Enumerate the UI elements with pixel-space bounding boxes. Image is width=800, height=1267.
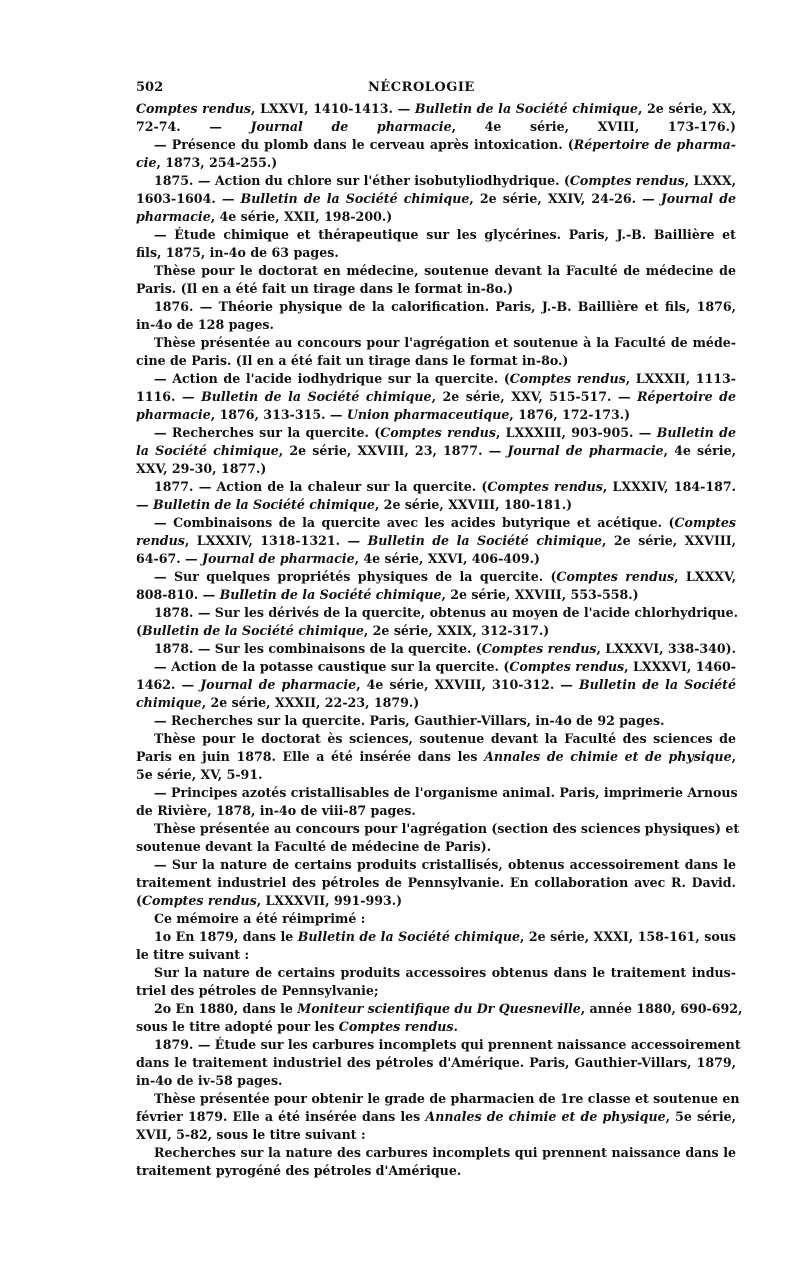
text-line [136, 748, 736, 766]
italic-title: Comptes rendus [141, 893, 257, 908]
text-segment: , 2e série, XXXI, 158-161, sous [520, 929, 737, 944]
text-line [136, 1090, 740, 1108]
text-line [136, 298, 736, 316]
italic-title: Bulletin de la Société chimique [141, 623, 364, 638]
text-line [136, 730, 736, 748]
text-segment: — Recherches sur la quercite. Paris, Gauthier-Villars, in-4o de 92 pages. [154, 713, 665, 728]
italic-title: Comptes rendus [380, 425, 496, 440]
text-line [136, 136, 736, 154]
text-line [136, 262, 736, 280]
italic-title: Bulletin de la Société chimique [297, 929, 521, 944]
italic-title: Bulletin de la Société chimique [240, 191, 470, 206]
text-segment: , 2e série, XXIV, 24-26. — [469, 191, 661, 206]
text-segment: Thèse présentée pour obtenir le grade de pharmacien de 1re classe et soutenue en [154, 1091, 740, 1106]
text-line [136, 352, 736, 370]
text-line [136, 334, 736, 352]
text-segment: 1116. — [136, 389, 202, 404]
text-segment: — Étude chimique et thérapeutique sur les glycérines. Paris, J.-B. Baillière et [154, 227, 736, 242]
text-segment: 72-74. — [136, 119, 251, 134]
text-line [136, 280, 736, 298]
text-segment: XVII, 5-82, sous le titre suivant : [136, 1127, 366, 1142]
italic-title: Journal de pharmacie [250, 119, 452, 134]
italic-title: rendus [136, 533, 185, 548]
text-segment: , LXXXVII, 991-993.) [256, 893, 403, 908]
text-line [136, 100, 736, 118]
text-line [136, 406, 736, 424]
text-segment: , LXXXIV, 1318-1321. — [184, 533, 368, 548]
text-segment: — Action de la potasse caustique sur la quercite. ( [154, 659, 510, 674]
text-segment: Thèse présentée au concours pour l'agrégation et soutenue à la Faculté de méde- [154, 335, 736, 350]
text-segment: 2o En 1880, dans le [154, 1001, 298, 1016]
text-line [136, 496, 736, 514]
text-segment: , LXXVI, 1410-1413. — [251, 101, 415, 116]
text-segment: — Recherches sur la quercite. ( [154, 425, 381, 440]
text-line [136, 676, 736, 694]
text-line [136, 604, 739, 622]
text-segment: , LXXX, [684, 173, 736, 188]
text-line [136, 154, 736, 172]
text-segment: , 4e série, [663, 443, 736, 458]
text-line [136, 928, 736, 946]
text-segment: 1o En 1879, dans le [154, 929, 298, 944]
italic-title: Journal de pharmacie [507, 443, 664, 458]
running-title: NÉCROLOGIE [368, 80, 475, 95]
page-number: 502 [136, 80, 164, 95]
text-segment: , 2e série, XXIX, 312-317.) [363, 623, 550, 638]
text-segment: le titre suivant : [136, 947, 250, 962]
text-segment: traitement industriel des pétroles de Pennsylvanie. En collaboration avec R. David. [136, 875, 736, 890]
text-line [136, 1162, 736, 1180]
text-line [136, 316, 736, 334]
text-line [136, 820, 740, 838]
text-line [136, 460, 736, 478]
text-segment: 1878. — Sur les dérivés de la quercite, obtenus au moyen de l'acide chlorhydrique. [154, 605, 739, 620]
text-segment: , LXXXIII, 903-905. — [495, 425, 657, 440]
text-line [136, 586, 736, 604]
italic-title: Union pharmaceutique [346, 407, 510, 422]
text-line [136, 190, 736, 208]
italic-title: Annales de chimie et de physique [425, 1109, 666, 1124]
text-segment: , 2e série, XX, [637, 101, 736, 116]
text-line [136, 658, 736, 676]
italic-title: Bulletin de la Société chimique [152, 497, 375, 512]
italic-title: Comptes rendus [136, 101, 252, 116]
italic-title: Bulletin de la Société [579, 677, 736, 692]
italic-title: Comptes rendus [487, 479, 603, 494]
text-line [136, 1144, 736, 1162]
text-segment: , 4e série, XXII, 198-200.) [210, 209, 393, 224]
text-segment: Thèse pour le doctorat en médecine, soutenue devant la Faculté de médecine de [154, 263, 736, 278]
text-segment: , LXXXV, [674, 569, 736, 584]
text-line [136, 712, 736, 730]
text-segment: , LXXXII, 1113- [625, 371, 736, 386]
text-line [136, 640, 736, 658]
text-segment: , 4e série, XXVI, 406-409.) [354, 551, 540, 566]
text-segment: — Présence du plomb dans le cerveau après intoxication. ( [154, 137, 574, 152]
text-segment: ( [136, 623, 142, 638]
text-segment: , 2e série, XXVIII, 553-558.) [441, 587, 639, 602]
text-segment: — Principes azotés cristallisables de l'organisme animal. Paris, imprimerie Arnous [154, 785, 738, 800]
text-segment: traitement pyrogéné des pétroles d'Amérique. [136, 1163, 462, 1178]
text-segment: , 4e série, XXVIII, 310-312. — [356, 677, 579, 692]
book-page [136, 70, 743, 1180]
text-segment: . [453, 1019, 458, 1034]
italic-title: Comptes rendus [338, 1019, 454, 1034]
text-segment: 1877. — Action de la chaleur sur la quercite. ( [154, 479, 488, 494]
text-segment: de Rivière, 1878, in-4o de viii-87 pages. [136, 803, 416, 818]
text-segment: — Combinaisons de la quercite avec les acides butyrique et acétique. ( [154, 515, 675, 530]
text-segment: Ce mémoire a été réimprimé : [154, 911, 366, 926]
italic-title: Moniteur scientifique du Dr Quesneville [297, 1001, 581, 1016]
italic-title: pharmacie [136, 209, 211, 224]
italic-title: Comptes rendus [569, 173, 685, 188]
italic-title: Comptes [674, 515, 736, 530]
text-line [136, 802, 736, 820]
text-line [136, 568, 736, 586]
text-segment: 1879. — Étude sur les carbures incomplets qui prennent naissance accessoirement [154, 1037, 741, 1052]
text-segment: XXV, 29-30, 1877.) [136, 461, 267, 476]
text-line [136, 622, 736, 640]
italic-title: Bulletin de la Société chimique [219, 587, 442, 602]
italic-title: cie [136, 155, 157, 170]
text-segment: — [136, 497, 153, 512]
text-line [136, 370, 736, 388]
text-segment: 64-67. — [136, 551, 203, 566]
text-line [136, 226, 736, 244]
text-line [136, 1108, 736, 1126]
text-line [136, 838, 736, 856]
text-segment: 1603-1604. — [136, 191, 241, 206]
text-line [136, 172, 736, 190]
text-segment: , LXXXVI, 1460- [624, 659, 736, 674]
bibliography-text [136, 100, 743, 1180]
text-segment: 1875. — Action du chlore sur l'éther isobutyliodhydrique. ( [154, 173, 570, 188]
italic-title: Comptes rendus [509, 659, 625, 674]
italic-title: Annales de chimie et de physique [484, 749, 732, 764]
text-segment: 1462. — [136, 677, 201, 692]
text-line [136, 1036, 741, 1054]
italic-title: Journal de [660, 191, 737, 206]
text-line [136, 964, 736, 982]
text-segment: Thèse présentée au concours pour l'agrégation (section des sciences physiques) et [154, 821, 740, 836]
italic-title: Répertoire de pharma- [573, 137, 737, 152]
text-segment: 5e série, XV, 5-91. [136, 767, 263, 782]
italic-title: chimique [136, 695, 202, 710]
text-segment: , 5e série, [665, 1109, 736, 1124]
text-line [136, 892, 736, 910]
text-line [136, 1018, 736, 1036]
text-line [136, 874, 736, 892]
text-segment: in-4o de iv-58 pages. [136, 1073, 283, 1088]
text-segment: , [731, 749, 736, 764]
text-segment: , 2e série, XXVIII, 23, 1877. — [278, 443, 508, 458]
text-segment: 808-810. — [136, 587, 220, 602]
text-segment: , 1873, 254-255.) [156, 155, 278, 170]
page-header [136, 70, 736, 100]
text-segment: , 1876, 313-315. — [210, 407, 347, 422]
text-segment: février 1879. Elle a été insérée dans les [136, 1109, 426, 1124]
text-line [136, 766, 736, 784]
text-segment: — Sur la nature de certains produits cristallisés, obtenus accessoirement dans le [154, 857, 736, 872]
text-line [136, 784, 736, 802]
text-line [136, 856, 736, 874]
text-line [136, 910, 736, 928]
text-segment: , 2e série, XXV, 515-517. — [431, 389, 638, 404]
text-line [136, 478, 736, 496]
text-line [136, 550, 736, 568]
text-segment: in-4o de 128 pages. [136, 317, 274, 332]
italic-title: Bulletin de [656, 425, 737, 440]
text-segment: cine de Paris. (Il en a été fait un tirage dans le format in-8o.) [136, 353, 569, 368]
italic-title: Bulletin de la Société chimique [201, 389, 432, 404]
text-segment: — Sur quelques propriétés physiques de la quercite. ( [154, 569, 557, 584]
italic-title: Bulletin de la Société chimique [414, 101, 638, 116]
text-line [136, 532, 736, 550]
text-segment: triel des pétroles de Pennsylvanie; [136, 983, 379, 998]
italic-title: la Société chimique [136, 443, 279, 458]
italic-title: Répertoire de [637, 389, 736, 404]
text-line [136, 694, 736, 712]
italic-title: Journal de pharmacie [200, 677, 357, 692]
text-line [136, 514, 736, 532]
text-segment: , année 1880, 690-692, [580, 1001, 743, 1016]
text-segment: , 1876, 172-173.) [509, 407, 631, 422]
text-line [136, 1072, 736, 1090]
text-segment: , 2e série, XXVIII, [602, 533, 737, 548]
text-segment: 1876. — Théorie physique de la calorification. Paris, J.-B. Baillière et fils, 1876, [154, 299, 736, 314]
italic-title: Journal de pharmacie [202, 551, 355, 566]
italic-title: Comptes rendus [556, 569, 675, 584]
text-line [136, 424, 736, 442]
text-line [136, 1054, 736, 1072]
text-segment: , 2e série, XXXII, 22-23, 1879.) [201, 695, 420, 710]
italic-title: pharmacie [136, 407, 211, 422]
italic-title: Comptes rendus [481, 641, 597, 656]
text-line [136, 244, 736, 262]
text-segment: 1878. — Sur les combinaisons de la quercite. ( [154, 641, 482, 656]
text-segment: ( [136, 893, 142, 908]
text-segment: — Action de l'acide iodhydrique sur la quercite. ( [154, 371, 510, 386]
italic-title: Comptes rendus [509, 371, 626, 386]
text-segment: Recherches sur la nature des carbures incomplets qui prennent naissance dans le [154, 1145, 736, 1160]
text-segment: Paris. (Il en a été fait un tirage dans le format in-8o.) [136, 281, 514, 296]
text-line [136, 946, 736, 964]
text-segment: Paris en juin 1878. Elle a été insérée dans les [136, 749, 485, 764]
text-segment: fils, 1875, in-4o de 63 pages. [136, 245, 339, 260]
text-line [136, 982, 736, 1000]
text-segment: sous le titre adopté pour les [136, 1019, 339, 1034]
text-line [136, 1126, 736, 1144]
text-segment: soutenue devant la Faculté de médecine de Paris). [136, 839, 492, 854]
italic-title: Bulletin de la Société chimique [367, 533, 603, 548]
text-segment: , LXXXIV, 184-187. [602, 479, 736, 494]
text-segment: , LXXXVI, 338-340). [596, 641, 737, 656]
text-line [136, 442, 736, 460]
text-segment: Thèse pour le doctorat ès sciences, soutenue devant la Faculté des sciences de [154, 731, 736, 746]
text-line [136, 1000, 743, 1018]
text-segment: Sur la nature de certains produits accessoires obtenus dans le traitement indus- [154, 965, 736, 980]
text-segment: , 4e série, XVIII, 173-176.) [451, 119, 736, 134]
text-line [136, 388, 736, 406]
text-segment: dans le traitement industriel des pétroles d'Amérique. Paris, Gauthier-Villars, 1879, [136, 1055, 736, 1070]
text-line [136, 208, 736, 226]
text-segment: , 2e série, XXVIII, 180-181.) [374, 497, 573, 512]
text-line [136, 118, 736, 136]
